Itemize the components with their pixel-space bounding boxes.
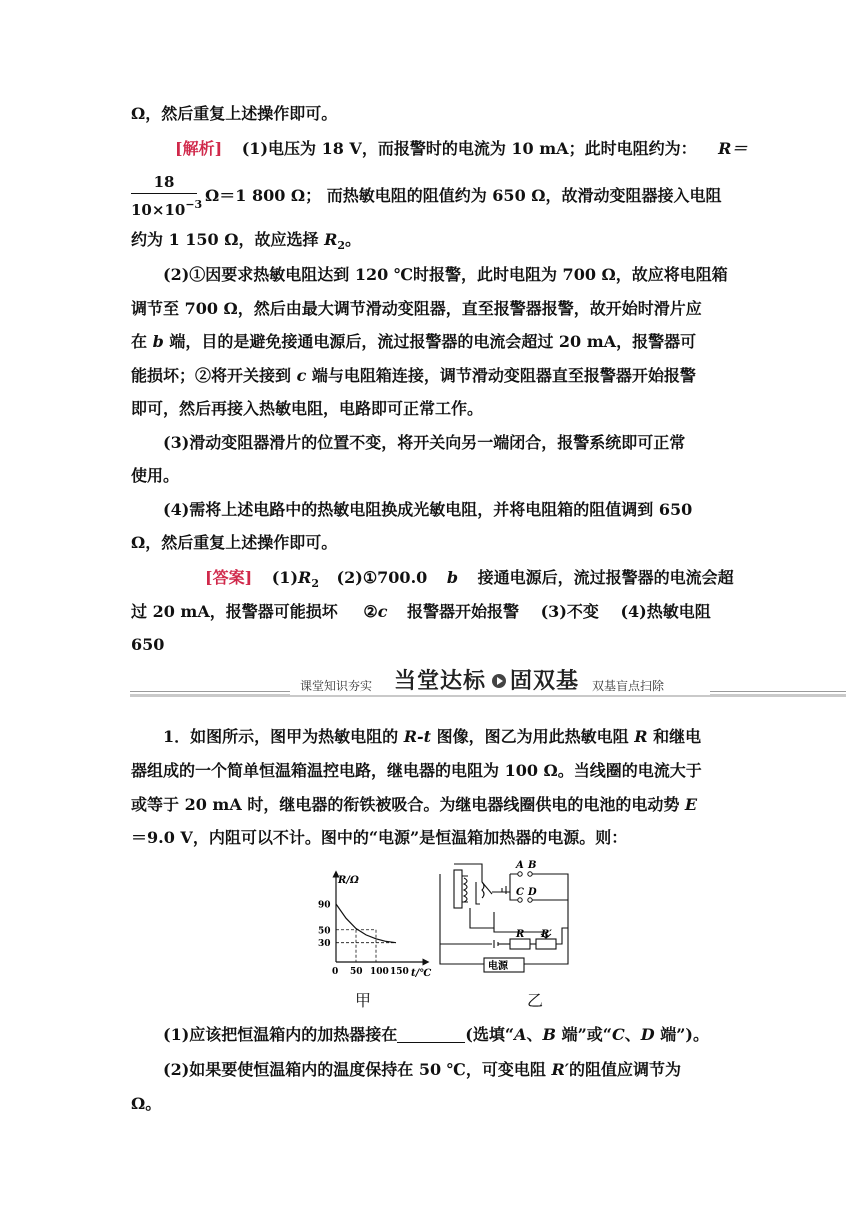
banner-main-a: 当堂达标	[394, 668, 487, 694]
y-tick-label: 30	[318, 939, 331, 950]
fraction	[131, 172, 203, 220]
analysis-paragraph-1-b: Ω＝1 800 Ω； 而热敏电阻的阻值约为 650 Ω，故滑动变阻器接入电阻	[205, 186, 722, 205]
series-line	[336, 904, 396, 943]
analysis-paragraph-1-c: 约为 1 150 Ω，故应选择 $R_2$。	[131, 230, 362, 253]
figure-yi-label: 乙	[527, 991, 544, 1010]
subquestion-1: (1)应该把恒温箱内的加热器接在 (选填“A、B 端”或“C、D 端”)。	[163, 1025, 709, 1044]
resistor-R	[510, 939, 530, 949]
label-power: 电源	[488, 961, 508, 972]
banner-arrow-icon	[492, 674, 506, 688]
label-R: R	[516, 929, 525, 940]
graph-ylabel: R/Ω	[338, 875, 359, 886]
x-tick-label: 50	[350, 967, 363, 977]
banner-left-text: 课堂知识夯实	[300, 679, 373, 693]
graph-xlabel: t/℃	[411, 968, 432, 979]
solution-line-top: Ω，然后重复上述操作即可。	[131, 104, 338, 123]
analysis-paragraph-2-l5: 即可，然后再接入热敏电阻，电路即可正常工作。	[131, 399, 484, 418]
relay-coil	[464, 878, 467, 902]
figure-yi-circuit	[432, 852, 578, 974]
fraction-denominator: $10\times 10^{-3}$	[131, 198, 203, 219]
question-line-3: 或等于 20 mA 时，继电器的衔铁被吸合。为继电器线圈供电的电池的电动势 E	[131, 795, 698, 814]
answer-line-1: [答案] $(1)R_2$ (2)①700.0 b 接通电源后，流过报警器的电流会超	[205, 568, 734, 591]
answer-line-3: 650	[131, 635, 165, 654]
figure-jia-graph	[316, 868, 434, 980]
analysis-paragraph-3-l1: (3)滑动变阻器滑片的位置不变，将开关向另一端闭合，报警系统即可正常	[163, 433, 686, 452]
analysis-paragraph-2-l4: 能损坏；②将开关接到 c 端与电阻箱连接，调节滑动变阻器直至报警器开始报警	[131, 366, 696, 385]
label-A: A	[516, 860, 524, 871]
answer-tag: [答案]	[205, 568, 253, 587]
y-tick-label: 50	[318, 926, 331, 937]
analysis-paragraph-1: [解析] (1)电压为 18 V，而报警时的电流为 10 mA；此时电阻约为： R＝	[175, 139, 748, 158]
y-tick-label: 90	[318, 900, 331, 911]
resistor-R-prime	[536, 939, 556, 949]
analysis-tag: [解析]	[175, 139, 223, 158]
answer-blank-1[interactable]	[397, 1026, 465, 1043]
analysis-paragraph-4-l2: Ω，然后重复上述操作即可。	[131, 533, 338, 552]
label-C: C	[516, 887, 524, 898]
analysis-paragraph-3-l2: 使用。	[131, 466, 180, 485]
analysis-paragraph-2-l3: 在 b 端，目的是避免接通电源后，流过报警器的电流会超过 20 mA，报警器可	[131, 332, 697, 351]
analysis-paragraph-2-l1: (2)①因要求热敏电阻达到 120 ℃时报警，此时电阻为 700 Ω，故应将电阻箱	[163, 265, 728, 284]
question-line-2: 器组成的一个简单恒温箱温控电路，继电器的电阻为 100 Ω。当线圈的电流大于	[131, 761, 702, 780]
subquestion-2: (2)如果要使恒温箱内的温度保持在 50 ℃，可变电阻 R′的阻值应调节为	[163, 1060, 681, 1079]
label-R-prime: R′	[541, 929, 552, 940]
analysis-paragraph-4-l1: (4)需将上述电路中的热敏电阻换成光敏电阻，并将电阻箱的阻值调到 650	[163, 500, 693, 519]
armature	[454, 864, 482, 882]
figure-jia-label: 甲	[355, 991, 372, 1010]
question-line-1: 1．如图所示，图甲为热敏电阻的 R-t 图像，图乙为用此热敏电阻 R 和继电	[163, 727, 702, 746]
analysis-paragraph-2-l2: 调节至 700 Ω，然后由最大调节滑动变阻器，直至报警器报警，故开始时滑片应	[131, 299, 702, 318]
question-line-4: ＝9.0 V，内阻可以不计。图中的“电源”是恒温箱加热器的电源。则：	[131, 828, 628, 847]
subquestion-2-end: Ω。	[131, 1094, 162, 1113]
fraction-numerator: 18	[153, 173, 175, 191]
banner-main-b: 固双基	[510, 668, 580, 694]
label-D: D	[528, 887, 537, 898]
answer-line-2: 过 20 mA，报警器可能损坏 ②c 报警器开始报警 (3)不变 (4)热敏电阻	[131, 602, 711, 621]
x-tick-label: 100	[370, 967, 389, 977]
relay-core	[454, 870, 462, 908]
label-B: B	[528, 860, 537, 871]
x-tick-label: 150	[390, 967, 409, 977]
banner-right-text: 双基盲点扫除	[592, 679, 665, 693]
x-tick-label: 0	[332, 967, 339, 977]
